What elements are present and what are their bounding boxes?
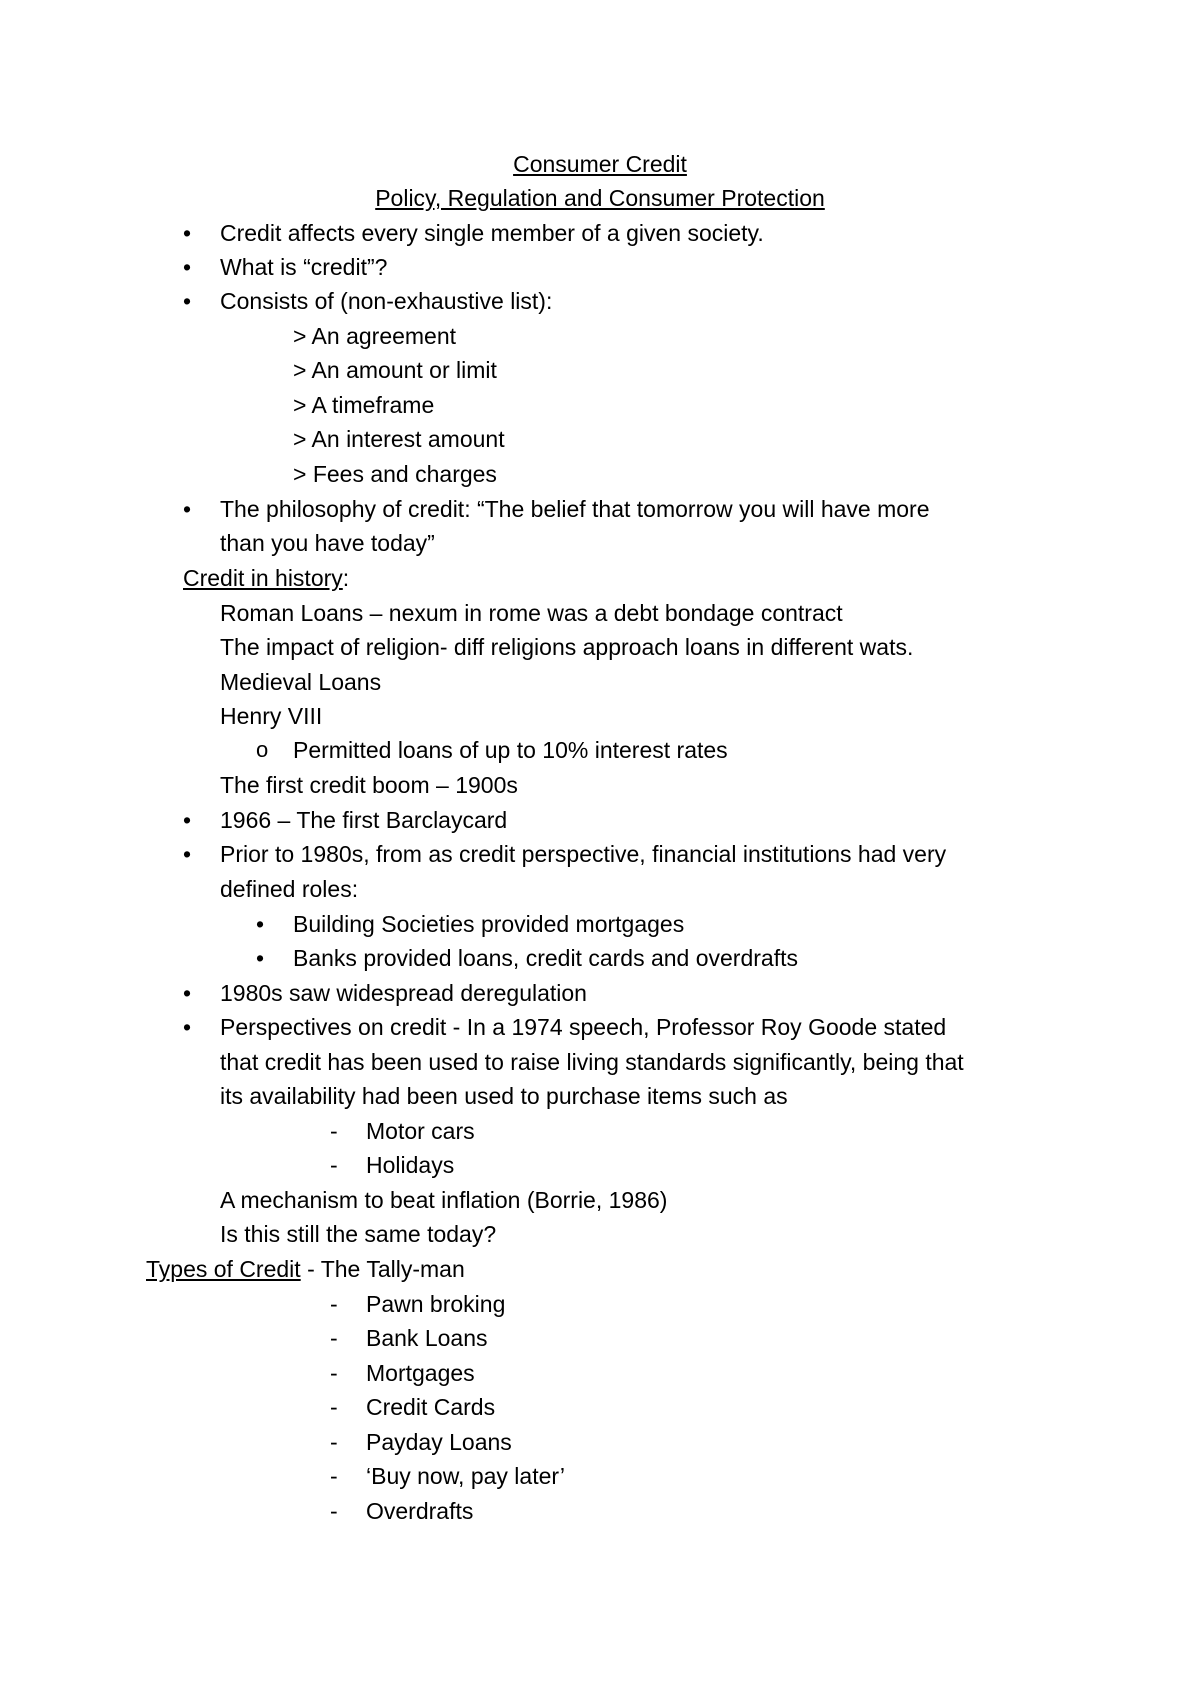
list-item: 1966 – The first Barclaycard [220,807,508,833]
bullet-glyph: • [183,1014,192,1040]
hollow-bullet-glyph: o [256,737,269,762]
history-heading [183,561,349,595]
perspectives-item: Holidays [366,1152,455,1178]
perspectives-item: Motor cars [366,1118,475,1144]
henry-sub-item: Permitted loans of up to 10% interest rates [293,737,728,763]
bullet-glyph: • [183,288,192,314]
bullet-glyph: • [183,254,192,280]
list-item: Consists of (non-exhaustive list): [220,288,553,314]
consists-item: > An amount or limit [293,357,497,383]
types-item: ‘Buy now, pay later’ [366,1463,566,1489]
page-title: Consumer Credit [513,151,687,177]
types-item: Credit Cards [366,1394,496,1420]
types-heading-suffix: - The Tally-man [300,1256,465,1282]
perspectives-after: Is this still the same today? [220,1221,497,1247]
bullet-glyph: • [183,807,192,833]
role-item: Banks provided loans, credit cards and overdrafts [293,945,798,971]
history-item: Medieval Loans [220,669,382,695]
dash-glyph: - [330,1291,338,1317]
types-heading [146,1252,465,1286]
list-item: 1980s saw widespread deregulation [220,980,587,1006]
dash-glyph: - [330,1498,338,1524]
consists-item: > Fees and charges [293,461,497,487]
dash-glyph: - [330,1152,338,1178]
history-item: The impact of religion- diff religions approach loans in different wats. [220,634,914,660]
history-heading-text: Credit in history [183,565,343,591]
dash-glyph: - [330,1325,338,1351]
history-item: Roman Loans – nexum in rome was a debt bondage contract [220,600,843,626]
history-item: Henry VIII [220,703,323,729]
consists-item: > A timeframe [293,392,435,418]
prior-line: defined roles: [220,876,359,902]
role-item: Building Societies provided mortgages [293,911,685,937]
list-item: Credit affects every single member of a given society. [220,220,764,246]
types-item: Overdrafts [366,1498,474,1524]
perspectives-line: that credit has been used to raise living standards significantly, being that [220,1049,964,1075]
prior-line: Prior to 1980s, from as credit perspective, financial institutions had very [220,841,947,867]
types-item: Pawn broking [366,1291,506,1317]
types-heading-text: Types of Credit [146,1256,301,1282]
bullet-glyph: • [183,496,192,522]
philosophy-line: than you have today” [220,530,435,556]
dash-glyph: - [330,1360,338,1386]
perspectives-line: its availability had been used to purchase items such as [220,1083,788,1109]
types-item: Payday Loans [366,1429,512,1455]
bullet-glyph: • [183,841,192,867]
bullet-glyph: • [183,980,192,1006]
types-item: Mortgages [366,1360,475,1386]
bullet-glyph: • [183,220,192,246]
consists-item: > An agreement [293,323,457,349]
bullet-glyph: • [256,945,265,971]
bullet-glyph: • [256,911,265,937]
dash-glyph: - [330,1429,338,1455]
consists-item: > An interest amount [293,426,505,452]
dash-glyph: - [330,1463,338,1489]
types-item: Bank Loans [366,1325,488,1351]
perspectives-after: A mechanism to beat inflation (Borrie, 1986) [220,1187,668,1213]
page-subtitle: Policy, Regulation and Consumer Protection [375,185,825,211]
history-heading-suffix: : [342,565,350,591]
dash-glyph: - [330,1394,338,1420]
dash-glyph: - [330,1118,338,1144]
history-item: The first credit boom – 1900s [220,772,518,798]
list-item: What is “credit”? [220,254,388,280]
perspectives-line: Perspectives on credit - In a 1974 speech, Professor Roy Goode stated [220,1014,947,1040]
philosophy-line: The philosophy of credit: “The belief that tomorrow you will have more [220,496,930,522]
